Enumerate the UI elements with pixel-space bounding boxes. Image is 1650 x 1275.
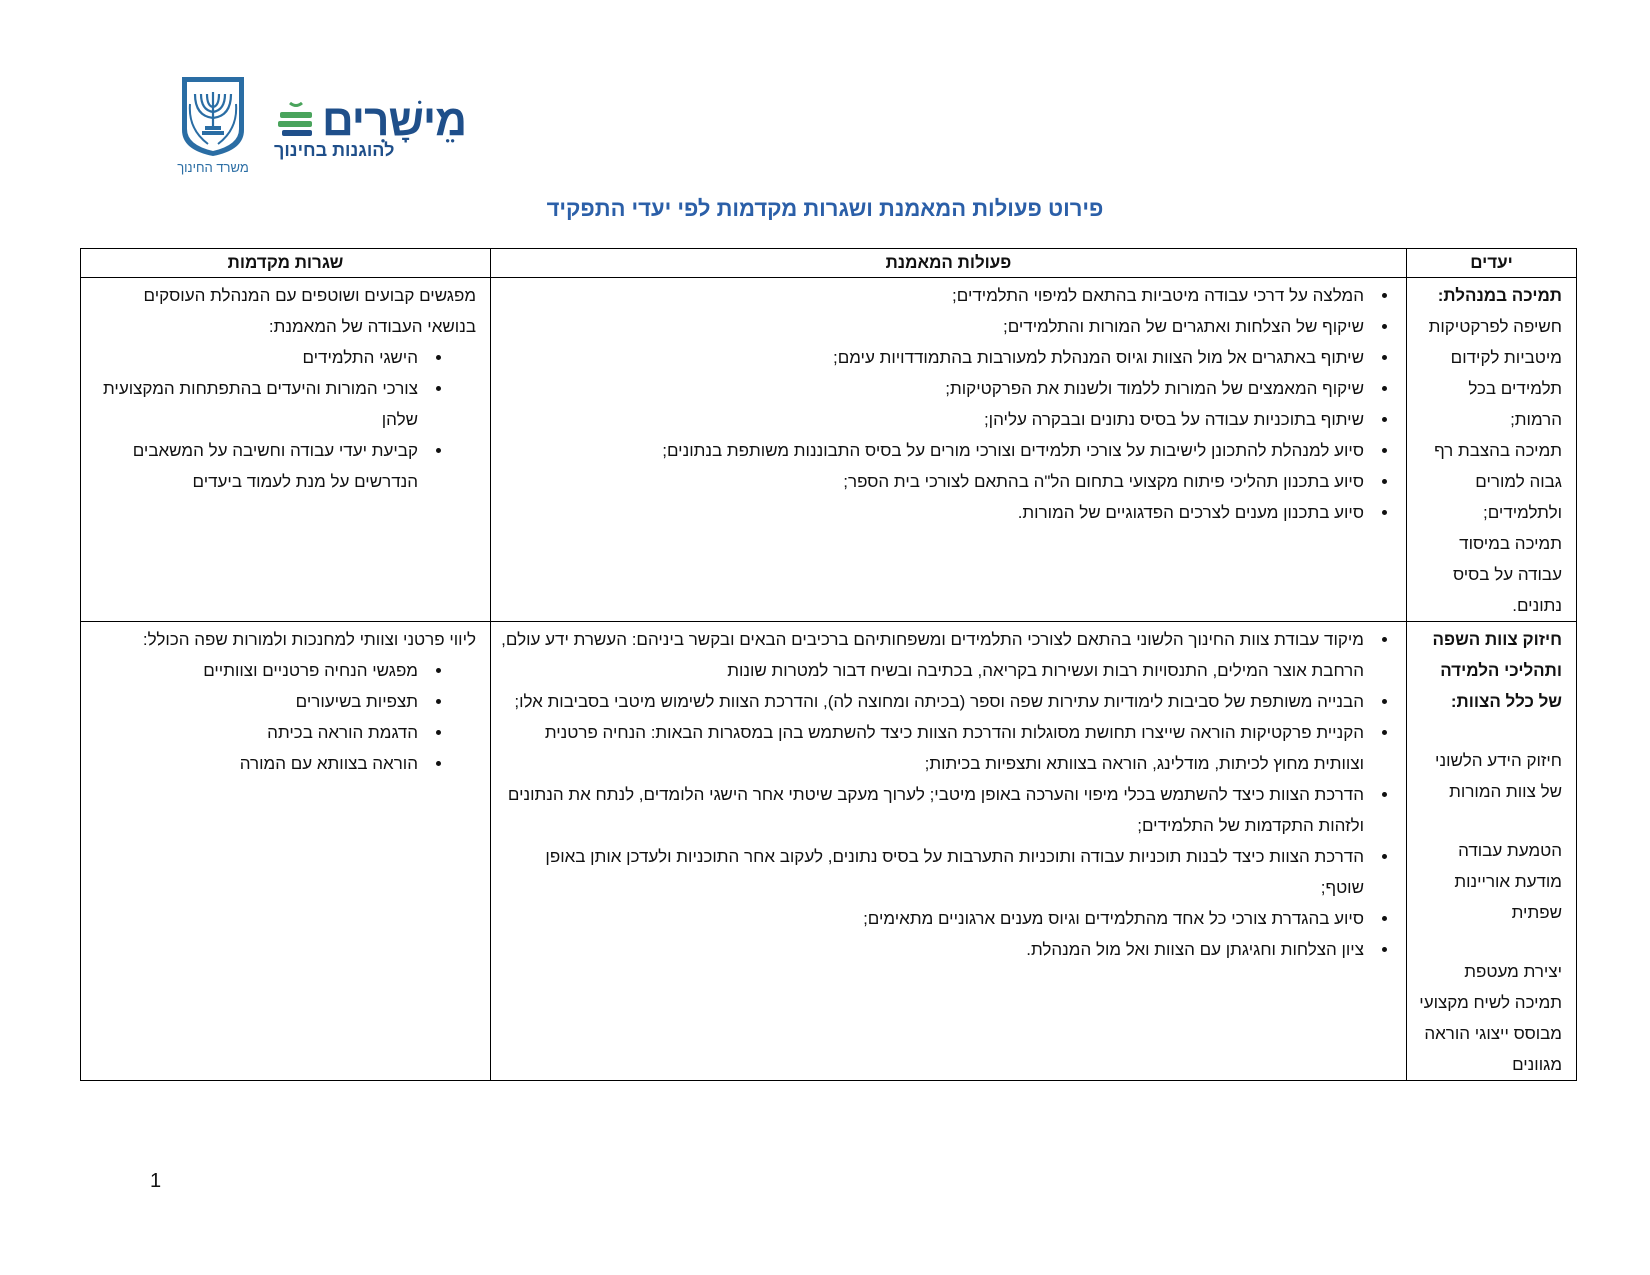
table-row <box>81 278 1577 622</box>
action-item: • הבנייה משותפת של סביבות לימודיות עתירות שפה וספר (בכיתה ומחוצה לה), והדרכת הצוות לשימוש מיטבי בסביבות אלו; <box>501 686 1370 717</box>
goal-item: חשיפה לפרקטיקות מיטביות לקידום תלמידים בכל הרמות; <box>1428 317 1562 429</box>
routine-intro: ליווי פרטני וצוותי למחנכות ולמורות שפה הכולל: <box>142 630 476 649</box>
routine-intro: מפגשים קבועים ושוטפים עם המנהלת העוסקים בנושאי העבודה של המאמנת: <box>143 286 476 336</box>
action-item: • שיקוף של הצלחות ואתגרים של המורות והתלמידים; <box>501 311 1370 342</box>
action-item: • הדרכת הצוות כיצד להשתמש בכלי מיפוי והערכה באופן מיטבי; לערוך מעקב שיטתי אחר הישגי הלומדים, לנתח את הנתונים ולזהות התקדמות של התלמידים; <box>501 779 1370 841</box>
goal-spacer <box>1417 928 1562 956</box>
action-item: • סיוע בתכנון מענים לצרכים הפדגוגיים של המורות. <box>501 497 1370 528</box>
routine-item: • צורכי המורות והיעדים בהתפתחות המקצועית שלהן <box>91 373 424 435</box>
routine-item: • הוראה בצוותא עם המורה <box>91 748 424 779</box>
actions-list <box>501 280 1392 528</box>
routine-item: • הישגי התלמידים <box>91 342 424 373</box>
routine-item: • מפגשי הנחיה פרטניים וצוותיים <box>91 655 424 686</box>
routine-item: • הדגמת הוראה בכיתה <box>91 717 424 748</box>
action-item: • סיוע בהגדרת צורכי כל אחד מהתלמידים וגיוס מענים ארגוניים מתאימים; <box>501 903 1370 934</box>
brand-subtitle: להוגנות בחינוך <box>274 140 395 160</box>
goals-actions-table <box>80 248 1577 1081</box>
goal-item: חיזוק הידע הלשוני של צוות המורות <box>1435 751 1562 801</box>
page-number: 1 <box>150 1170 162 1192</box>
action-item: • הדרכת הצוות כיצד לבנות תוכניות עבודה ותוכניות התערבות על בסיס נתונים, לעקוב אחר התוכניות ולעדכן אותן באופן שוטף; <box>501 841 1370 903</box>
goal-spacer <box>1417 807 1562 835</box>
goals-cell <box>1407 622 1577 1081</box>
action-item: • שיתוף בתוכניות עבודה על בסיס נתונים ובבקרה עליהן; <box>501 404 1370 435</box>
action-item: • שיקוף המאמצים של המורות ללמוד ולשנות את הפרקטיקות; <box>501 373 1370 404</box>
goal-item: יצירת מעטפת תמיכה לשיח מקצועי מבוסס ייצוגי הוראה מגוונים <box>1419 962 1562 1074</box>
header-routines: שגרות מקדמות <box>81 249 491 278</box>
routines-cell <box>81 622 491 1081</box>
action-item: • ציון הצלחות וחגיגתן עם הצוות ואל מול המנהלת. <box>501 934 1370 965</box>
goal-item: תמיכה בהצבת רף גבוה למורים ולתלמידים; <box>1434 441 1562 522</box>
goals-cell <box>1407 278 1577 622</box>
routines-list <box>91 655 476 779</box>
routines-list <box>91 342 476 497</box>
document-title: פירוט פעולות המאמנת ושגרות מקדמות לפי יעדי התפקיד <box>546 196 1104 221</box>
mesharim-stripes-icon <box>276 102 316 138</box>
logo-area <box>178 74 478 184</box>
goal-heading: תמיכה במנהלת: <box>1437 286 1562 305</box>
actions-cell <box>491 278 1407 622</box>
routine-item: • תצפיות בשיעורים <box>91 686 424 717</box>
table-header-row <box>81 249 1577 278</box>
action-item: • הקניית פרקטיקות הוראה שייצרו תחושת מסוגלות והדרכת הצוות כיצד להשתמש בהן במסגרות הבאות: הנחיה פרטנית וצוותית מחוץ לכיתות, מודלינג, הוראה בצוותא ותצפיות בכיתות; <box>501 717 1370 779</box>
brand-name: מֵישָׁרִים <box>322 96 467 145</box>
goal-spacer <box>1417 717 1562 745</box>
routines-cell <box>81 278 491 622</box>
goal-item: הטמעת עבודה מודעת אוריינות שפתית <box>1454 841 1562 922</box>
goal-item: תמיכה במיסוד עבודה על בסיס נתונים. <box>1452 534 1562 615</box>
table-row <box>81 622 1577 1081</box>
goal-heading: חיזוק צוות השפה ותהליכי הלמידה של כלל הצוות: <box>1432 630 1562 711</box>
header-goals: יעדים <box>1407 249 1577 278</box>
action-item: • סיוע בתכנון תהליכי פיתוח מקצועי בתחום הל"ה בהתאם לצורכי בית הספר; <box>501 466 1370 497</box>
action-item: • המלצה על דרכי עבודה מיטביות בהתאם למיפוי התלמידים; <box>501 280 1370 311</box>
header-actions: פעולות המאמנת <box>491 249 1407 278</box>
action-item: • שיתוף באתגרים אל מול הצוות וגיוס המנהלת למעורבות בהתמודדויות עימם; <box>501 342 1370 373</box>
action-item: • מיקוד עבודת צוות החינוך הלשוני בהתאם לצורכי התלמידים ומשפחותיהם ברכיבים הבאים ובקשר ביניהם: העשרת ידע עולם, הרחבת אוצר המילים, התנסויות רבות ועשירות בקריאה, בכתיבה ובשיח דבור למטרות שונות <box>501 624 1370 686</box>
mesharim-logo <box>274 96 467 166</box>
state-emblem-icon <box>178 74 248 158</box>
actions-list <box>501 624 1392 965</box>
emblem-caption: משרד החינוך <box>177 160 249 175</box>
action-item: • סיוע למנהלת להתכונן לישיבות על צורכי תלמידים וצורכי מורים על בסיס התבוננות משותפת בנתונים; <box>501 435 1370 466</box>
routine-item: • קביעת יעדי עבודה וחשיבה על המשאבים הנדרשים על מנת לעמוד ביעדים <box>91 435 424 497</box>
actions-cell <box>491 622 1407 1081</box>
